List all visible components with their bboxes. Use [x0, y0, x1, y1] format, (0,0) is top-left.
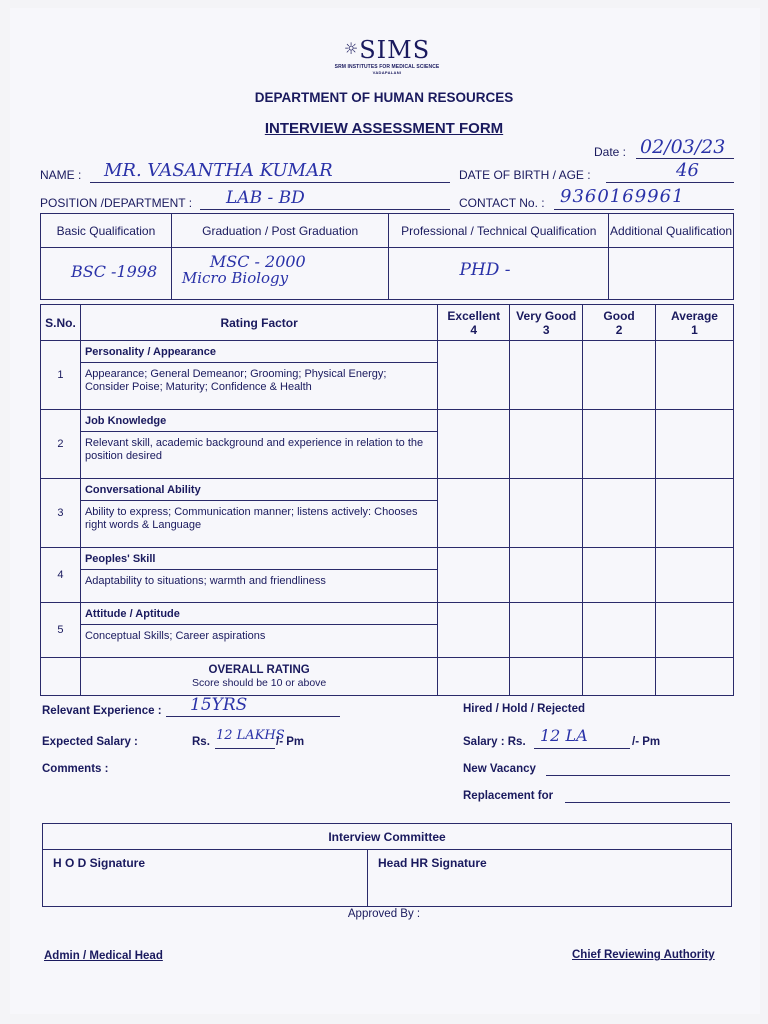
rating-cell-good[interactable]	[583, 479, 656, 548]
factor-title: Attitude / Aptitude	[81, 603, 437, 625]
overall-cell-excellent[interactable]	[438, 658, 510, 696]
rating-cell-excellent[interactable]	[438, 603, 510, 658]
relevant-experience-value[interactable]: 15YRS	[190, 695, 248, 715]
rating-cell-average[interactable]	[656, 341, 734, 410]
overall-row	[41, 658, 734, 696]
expected-salary-suffix: /- Pm	[276, 736, 305, 748]
salary-label: Salary : Rs.	[463, 736, 526, 748]
qual-graduation-value-line2: Micro Biology	[181, 269, 289, 287]
factor-title: Peoples' Skill	[81, 548, 437, 570]
name-value[interactable]: MR. VASANTHA KUMAR	[104, 160, 333, 181]
hired-status-label: Hired / Hold / Rejected	[463, 703, 586, 715]
factor-sno: 1	[41, 341, 81, 410]
department-title: DEPARTMENT OF HUMAN RESOURCES	[254, 90, 514, 105]
salary-suffix: /- Pm	[632, 736, 661, 748]
qual-header-basic: Basic Qualification	[41, 214, 172, 248]
rating-cell-very-good[interactable]	[510, 341, 583, 410]
rating-cell-good[interactable]	[583, 341, 656, 410]
rating-header-average: Average 1	[656, 305, 734, 341]
rating-header-excellent: Excellent 4	[438, 305, 510, 341]
rating-cell-excellent[interactable]	[438, 410, 510, 479]
replacement-label: Replacement for	[463, 790, 554, 802]
rating-cell-very-good[interactable]	[510, 479, 583, 548]
comments-label: Comments :	[42, 763, 109, 775]
date-value[interactable]: 02/03/23	[640, 136, 726, 158]
rating-cell-good[interactable]	[583, 548, 656, 603]
factor-sno: 2	[41, 410, 81, 479]
factor-cell	[80, 479, 437, 548]
form-title: INTERVIEW ASSESSMENT FORM	[264, 120, 504, 137]
salary-value[interactable]: 12 LA	[540, 726, 588, 745]
head-hr-signature-label: Head HR Signature	[378, 856, 487, 870]
factor-title: Personality / Appearance	[81, 341, 437, 363]
sun-icon: ☼	[343, 39, 360, 58]
hod-signature-cell[interactable]	[43, 850, 368, 907]
rating-cell-very-good[interactable]	[510, 410, 583, 479]
factor-desc: Adaptability to situations; warmth and friendliness	[84, 575, 326, 587]
rating-cell-good[interactable]	[583, 410, 656, 479]
dob-label: DATE OF BIRTH / AGE :	[459, 168, 591, 182]
overall-rating-label: OVERALL RATING	[208, 663, 310, 676]
relevant-experience-line	[166, 716, 340, 717]
date-line	[636, 158, 734, 159]
factor-sno: 5	[41, 603, 81, 658]
replacement-line[interactable]	[565, 802, 730, 803]
new-vacancy-line[interactable]	[546, 775, 730, 776]
factor-desc: Conceptual Skills; Career aspirations	[84, 630, 266, 642]
position-value[interactable]: LAB - BD	[226, 188, 305, 208]
rating-cell-average[interactable]	[656, 548, 734, 603]
qualification-table	[40, 213, 734, 300]
logo-subtitle: SRM INSTITUTES FOR MEDICAL SCIENCE	[334, 64, 440, 70]
table-row	[41, 341, 734, 410]
position-line	[200, 209, 450, 210]
factor-desc: Ability to express; Communication manner; listens actively: Chooses right words & Language	[84, 506, 418, 531]
expected-salary-value[interactable]: 12 LAKHS	[216, 728, 285, 743]
qual-basic-cell[interactable]	[41, 248, 172, 300]
factor-desc: Appearance; General Demeanor; Grooming; Physical Energy; Consider Poise; Maturity; Confidence & Health	[84, 368, 387, 393]
chief-reviewing-authority-label: Chief Reviewing Authority	[572, 949, 715, 961]
salary-line	[534, 748, 630, 749]
sims-logo	[322, 36, 452, 75]
qual-professional-cell[interactable]	[389, 248, 609, 300]
qual-graduation-cell[interactable]	[171, 248, 389, 300]
factor-cell	[80, 548, 437, 603]
rating-cell-average[interactable]	[656, 410, 734, 479]
table-row	[41, 479, 734, 548]
committee-table	[42, 823, 732, 907]
overall-rating-note: Score should be 10 or above	[192, 676, 327, 689]
qual-header-additional: Additional Qualification	[609, 214, 734, 248]
rating-cell-average[interactable]	[656, 603, 734, 658]
new-vacancy-label: New Vacancy	[463, 763, 536, 775]
date-label: Date :	[594, 145, 627, 159]
expected-salary-label: Expected Salary :	[42, 736, 138, 748]
hod-signature-label: H O D Signature	[53, 856, 146, 870]
qual-header-graduation: Graduation / Post Graduation	[171, 214, 389, 248]
contact-label: CONTACT No. :	[459, 196, 545, 210]
rating-header-sno: S.No.	[41, 305, 81, 341]
factor-sno: 4	[41, 548, 81, 603]
head-hr-signature-cell[interactable]	[368, 850, 732, 907]
logo-location: VADAPALANI	[372, 70, 402, 75]
qual-basic-value: BSC -1998	[71, 262, 158, 281]
contact-value[interactable]: 9360169961	[560, 186, 685, 207]
factor-cell	[80, 603, 437, 658]
position-label: POSITION /DEPARTMENT :	[40, 196, 193, 210]
rating-header-good: Good 2	[583, 305, 656, 341]
committee-title: Interview Committee	[43, 824, 732, 850]
qual-additional-cell[interactable]	[609, 248, 734, 300]
factor-cell	[80, 341, 437, 410]
dob-value[interactable]: 46	[676, 160, 699, 181]
table-row	[41, 410, 734, 479]
rating-cell-average[interactable]	[656, 479, 734, 548]
factor-cell	[80, 410, 437, 479]
rating-cell-very-good[interactable]	[510, 548, 583, 603]
logo-text: SIMS	[359, 36, 431, 64]
table-row	[41, 603, 734, 658]
qual-header-professional: Professional / Technical Qualification	[389, 214, 609, 248]
name-line	[90, 182, 450, 183]
overall-cell-good[interactable]	[583, 658, 656, 696]
rating-cell-excellent[interactable]	[438, 479, 510, 548]
overall-rating-cell	[80, 658, 437, 696]
rating-table	[40, 304, 734, 696]
relevant-experience-label: Relevant Experience :	[42, 705, 162, 717]
expected-salary-line	[215, 748, 275, 749]
table-row	[41, 548, 734, 603]
factor-title: Job Knowledge	[81, 410, 437, 432]
rating-cell-excellent[interactable]	[438, 548, 510, 603]
qual-graduation-value: MSC - 2000	[209, 252, 306, 271]
rating-cell-very-good[interactable]	[510, 603, 583, 658]
name-label: NAME :	[40, 168, 82, 182]
rating-cell-excellent[interactable]	[438, 341, 510, 410]
admin-medical-head-label: Admin / Medical Head	[44, 950, 163, 962]
factor-desc: Relevant skill, academic background and experience in relation to the position desired	[84, 437, 424, 462]
contact-line	[554, 209, 734, 210]
approved-by-label: Approved By :	[347, 908, 421, 920]
factor-sno: 3	[41, 479, 81, 548]
overall-cell-very-good[interactable]	[510, 658, 583, 696]
qual-professional-value: PHD -	[459, 260, 511, 280]
overall-cell-average[interactable]	[656, 658, 734, 696]
rating-header-very-good: Very Good 3	[510, 305, 583, 341]
rating-cell-good[interactable]	[583, 603, 656, 658]
dob-line	[606, 182, 734, 183]
expected-salary-prefix: Rs.	[192, 736, 210, 748]
factor-title: Conversational Ability	[81, 479, 437, 501]
rating-header-factor: Rating Factor	[80, 305, 437, 341]
